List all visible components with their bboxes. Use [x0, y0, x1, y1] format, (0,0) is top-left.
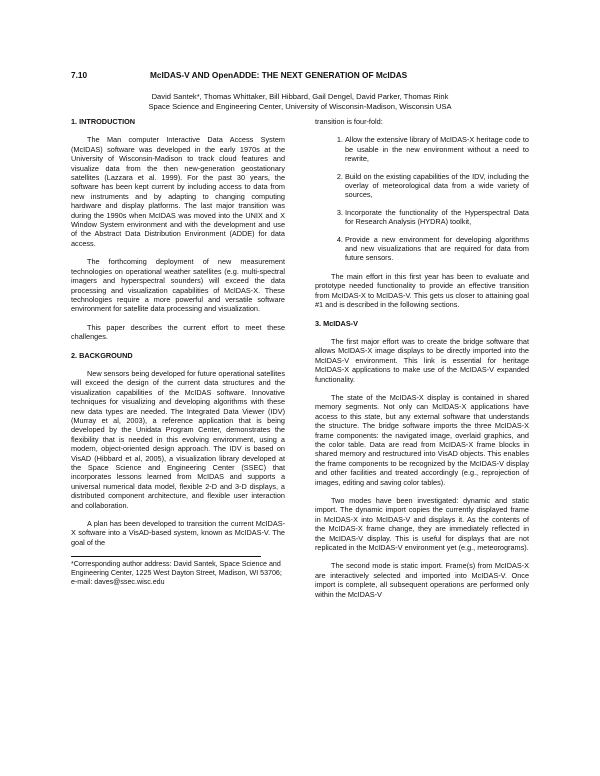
paper-title: McIDAS-V AND OpenADDE: THE NEXT GENERATION OF McIDAS: [150, 70, 408, 80]
section-heading-background: 2. BACKGROUND: [71, 350, 133, 360]
left-column: [71, 117, 285, 596]
author-list: David Santek*, Thomas Whittaker, Bill Hibbard, Gail Dengel, David Parker, Thomas Rink: [151, 92, 449, 101]
list-item: 4. Provide a new environment for developing algorithms and new visualizations that are required for data from future sensors.: [345, 235, 529, 263]
author-block: [90, 92, 510, 112]
intro-paragraph-3: This paper describes the current effort to meet these challenges.: [71, 322, 285, 342]
mcidasv-paragraph-3: Two modes have been investigated: dynamic and static import. The dynamic import copies the currently displayed frame in McIDAS-X into McIDAS-V and displays it. As the contents of the McIDAS-X frame change, they are immediately reflected in the McIDAS-V display. This is useful for displays that are not replicated in the McIDAS-V environment yet (e.g., meteorograms).: [315, 496, 529, 553]
goals-list: [315, 135, 529, 262]
goals-lead-in: transition is four-fold:: [315, 117, 383, 126]
section-heading-introduction: 1. INTRODUCTION: [71, 117, 136, 126]
footnote: *Corresponding author address: David Santek, Space Science and Engineering Center, 1225 West Dayton Street, Madison, WI 53706; e-mail: daves@ssec.wisc.edu: [71, 560, 282, 587]
right-column: [315, 117, 529, 608]
list-item: 3. Incorporate the functionality of the Hyperspectral Data for Research Analysis (HYDRA) toolkit,: [345, 208, 529, 227]
footnote-rule: [71, 556, 261, 557]
affiliation: Space Science and Engineering Center, University of Wisconsin-Madison, Wisconsin USA: [148, 102, 452, 111]
background-paragraph-1: New sensors being developed for future operational satellites will exceed the design of the current data structures and the visualization capabilities of the McIDAS software. Innovative techniques for visualizing and developing algorithms with these new data types are needed. The Integrated Data Viewer (IDV) (Murray et al, 2003), a reference application that is being developed by the Unidata Program Center, demonstrates the flexibility that is needed in this evolving environment, using a modern, object-oriented design approach. The IDV is based on VisAD (Hibbard et al, 2005), a visualization library developed at the Space Science and Engineering Center (SSEC) that incorporates lessons learned from McIDAS and supports a universal numerical data model, flexible 2-D and 3-D displays, a distributed component architecture, and flexible user interaction and collaboration.: [71, 368, 285, 510]
mcidasv-paragraph-2: The state of the McIDAS-X display is contained in shared memory segments. Not only can McIDAS-X applications have access to this state, but any external software that understands the structure. The bridge software imports the three McIDAS-X frame components: the navigated image, overlaid graphics, and the color table. Data are read from McIDAS-X frame blocks in shared memory and restructured into VisAD objects. This enables the frame components to be recognized by the McIDAS-V display and other facilities and treated accordingly (e.g., reprojection of images, editing and saving color tables).: [315, 392, 529, 487]
background-paragraph-2: A plan has been developed to transition the current McIDAS-X software into a VisAD-based system, known as McIDAS-V. The goal of the: [71, 519, 285, 547]
paper-number: 7.10: [71, 70, 88, 80]
mcidasv-paragraph-1: The first major effort was to create the bridge software that allows McIDAS-X image displays to be directly imported into the McIDAS-V environment. This link is essential for heritage McIDAS-X applications to make use of the McIDAS-V expanded functionality.: [315, 336, 529, 384]
intro-paragraph-2: The forthcoming deployment of new measurement technologies on operational weather satellites (e.g. multi-spectral imagers and hyperspectral sounders) will exceed the data processing and visualization capabilities of McIDAS-X. These technologies require a more powerful and versatile software environment for satellite data processing and visualization.: [71, 257, 285, 314]
effort-paragraph: The main effort in this first year has been to evaluate and prototype needed functionality to provide an effective transition from McIDAS-X to McIDAS-V. This gets us closer to attaining goal #1 and is described in the following sections.: [315, 271, 529, 310]
list-item: 2. Build on the existing capabilities of the IDV, including the overlay of meteorological data from a wide variety of sources,: [345, 172, 529, 200]
section-heading-mcidas-v: 3. McIDAS-V: [315, 318, 358, 328]
intro-paragraph-1: The Man computer Interactive Data Access System (McIDAS) software was developed in the early 1970s at the University of Wisconsin-Madison to track cloud features and visualize data from the then new-generation geostationary satellites (Lazzara et al. 1999). For the past 30 years, the software has been kept current by including access to data from new instruments and by adapting to changing computing hardware and display platforms. The last major transition was during the 1990s when McIDAS was moved into the UNIX and X Window System environment and with the development and use of the Abstract Data Distribution Environment (ADDE) for data access.: [71, 135, 285, 248]
mcidasv-paragraph-4: The second mode is static import. Frame(s) from McIDAS-X are interactively selected and imported into McIDAS-V. Once import is complete, all subsequent operations are performed only within the McIDAS-V: [315, 561, 529, 599]
list-item: 1. Allow the extensive library of McIDAS-X heritage code to be usable in the new environment without a need to rewrite,: [345, 135, 529, 163]
